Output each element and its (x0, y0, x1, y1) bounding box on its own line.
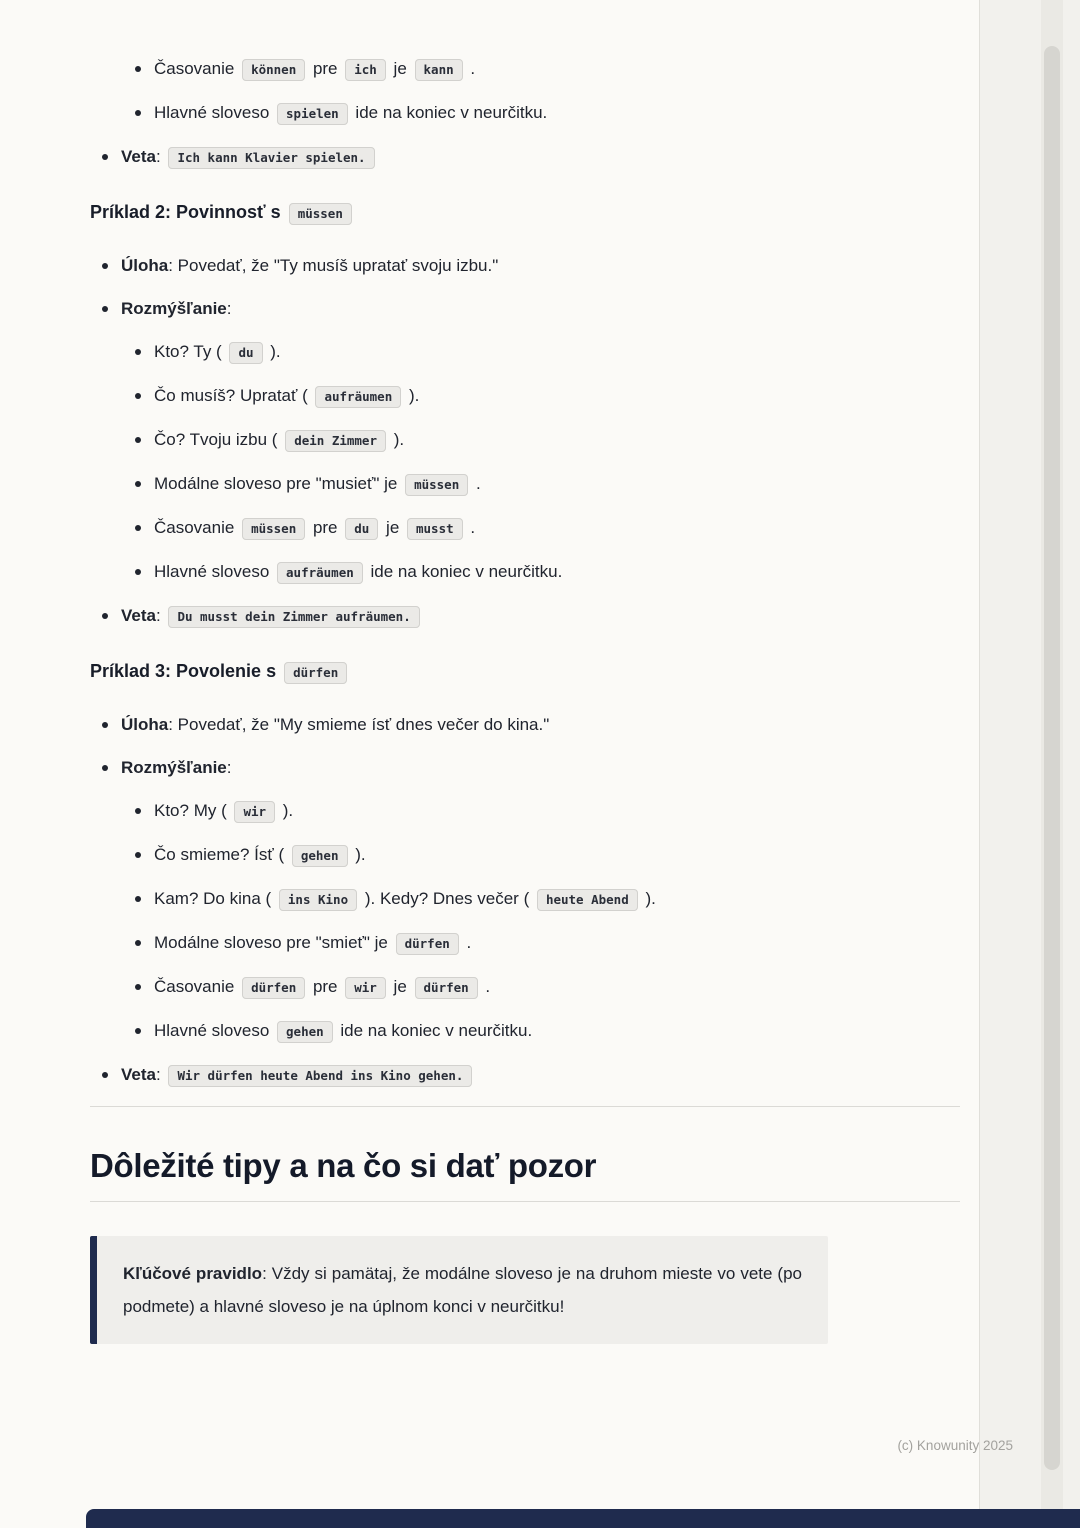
list-item-text (154, 798, 960, 825)
inline-code-badge: können (242, 59, 305, 81)
key-rule-callout (90, 1236, 828, 1344)
list-item (90, 253, 960, 279)
inline-code-badge: spielen (277, 103, 348, 125)
bullet-icon (102, 765, 108, 771)
inline-code-badge: müssen (289, 203, 352, 225)
bullet-icon (135, 940, 141, 946)
bullet-icon (135, 525, 141, 531)
text-segment: Modálne sloveso pre "musieť" je (154, 474, 403, 493)
inline-code-badge: ins Kino (279, 889, 357, 911)
bold-label: Rozmýšľanie (121, 299, 227, 318)
text-segment: : (226, 758, 232, 777)
text-segment: ide na koniec v neurčitku. (335, 1021, 533, 1040)
bold-label: Príklad 3: Povolenie s (90, 661, 282, 681)
inline-code-badge: wir (234, 801, 275, 823)
list-item (90, 886, 960, 913)
inline-code-badge: ich (345, 59, 386, 81)
text-segment: Kto? My ( (154, 801, 232, 820)
bold-label: Rozmýšľanie (121, 758, 227, 777)
bullet-icon (135, 66, 141, 72)
inline-code-badge: dürfen (284, 662, 347, 684)
bullet-icon (135, 110, 141, 116)
list-item (90, 1018, 960, 1045)
bold-label: Veta (121, 147, 156, 166)
inline-code-badge: müssen (405, 474, 468, 496)
list-item-text (121, 712, 960, 738)
list-item-text (154, 515, 960, 542)
text-segment: : (155, 147, 166, 166)
list-item-text (121, 253, 960, 279)
list-item (90, 842, 960, 869)
bullet-list (90, 56, 960, 171)
bullet-icon (102, 154, 108, 160)
bullet-icon (135, 984, 141, 990)
bottom-navy-bar (86, 1509, 1080, 1528)
list-item-text (121, 296, 960, 322)
inline-code-badge: gehen (277, 1021, 333, 1043)
text-segment: je (388, 977, 412, 996)
inline-code-badge: Du musst dein Zimmer aufräumen. (168, 606, 419, 628)
text-segment: ). (389, 430, 405, 449)
bold-label: Úloha (121, 256, 169, 275)
list-item-text (154, 100, 960, 127)
callout-text (123, 1257, 802, 1323)
section-title: Dôležité tipy a na čo si dať pozor (90, 1153, 960, 1202)
list-item (90, 974, 960, 1001)
text-segment: : Povedať, že "Ty musíš upratať svoju izbu." (168, 256, 499, 275)
list-item (90, 755, 960, 781)
bullet-icon (135, 393, 141, 399)
list-item-text (154, 1018, 960, 1045)
text-segment: Časovanie (154, 977, 240, 996)
right-margin-rail (979, 0, 1080, 1528)
list-item (90, 339, 960, 366)
list-item-text (154, 56, 960, 83)
bullet-icon (102, 263, 108, 269)
text-segment: pre (308, 59, 343, 78)
section-divider (90, 1106, 960, 1107)
inline-code-badge: musst (407, 518, 463, 540)
text-segment: Čo musíš? Upratať ( (154, 386, 313, 405)
bullet-icon (135, 896, 141, 902)
list-item-text (154, 339, 960, 366)
text-segment: Hlavné sloveso (154, 1021, 275, 1040)
text-segment: je (381, 518, 404, 537)
inline-code-badge: Wir dürfen heute Abend ins Kino gehen. (168, 1065, 472, 1087)
text-segment: ). (278, 801, 294, 820)
text-segment: ). (350, 845, 366, 864)
bold-label: Príklad 2: Povinnosť s (90, 202, 286, 222)
list-item (90, 798, 960, 825)
example-heading (90, 658, 960, 686)
text-segment: Hlavné sloveso (154, 103, 275, 122)
text-segment: ). (404, 386, 420, 405)
text-segment: Modálne sloveso pre "smieť" je (154, 933, 393, 952)
bullet-icon (135, 349, 141, 355)
inline-code-badge: müssen (242, 518, 305, 540)
text-segment: ). Kedy? Dnes večer ( (360, 889, 534, 908)
bullet-list (90, 253, 960, 630)
list-item-text (154, 471, 960, 498)
bullet-icon (102, 1072, 108, 1078)
text-segment: : Vždy si pamätaj, že modálne sloveso je na druhom mieste vo vete (po podmete) a hlavné sloveso je na úplnom konci v neurčitku! (123, 1264, 802, 1316)
list-item (90, 515, 960, 542)
bold-label: Veta (121, 606, 156, 625)
bold-label: Veta (121, 1065, 156, 1084)
text-segment: : (155, 1065, 166, 1084)
text-segment: Kam? Do kina ( (154, 889, 276, 908)
text-segment: . (465, 59, 476, 78)
bold-label: Úloha (121, 715, 169, 734)
scrollbar-thumb[interactable] (1044, 46, 1060, 1470)
document-blocks (90, 56, 960, 1344)
bullet-icon (102, 722, 108, 728)
inline-code-badge: aufräumen (277, 562, 363, 584)
list-item-text (154, 886, 960, 913)
inline-code-badge: dürfen (415, 977, 478, 999)
list-item-text (154, 974, 960, 1001)
list-item-text (121, 1062, 960, 1089)
bullet-icon (135, 852, 141, 858)
list-item-text (154, 383, 960, 410)
text-segment: Kto? Ty ( (154, 342, 227, 361)
list-item-text (154, 427, 960, 454)
list-item (90, 427, 960, 454)
bullet-icon (135, 1028, 141, 1034)
inline-code-badge: gehen (292, 845, 348, 867)
text-segment: Časovanie (154, 518, 240, 537)
list-item (90, 383, 960, 410)
bullet-icon (135, 437, 141, 443)
inline-code-badge: dein Zimmer (285, 430, 386, 452)
list-item (90, 712, 960, 738)
inline-code-badge: kann (415, 59, 463, 81)
list-item (90, 144, 960, 171)
text-segment: je (388, 59, 412, 78)
inline-code-badge: heute Abend (537, 889, 638, 911)
list-item (90, 296, 960, 322)
scrollbar-track[interactable] (1041, 0, 1063, 1528)
text-segment: Hlavné sloveso (154, 562, 275, 581)
list-item (90, 603, 960, 630)
inline-code-badge: du (345, 518, 378, 540)
text-segment: ). (640, 889, 656, 908)
bullet-icon (135, 569, 141, 575)
inline-code-badge: wir (345, 977, 386, 999)
list-item (90, 559, 960, 586)
copyright-credit: (c) Knowunity 2025 (897, 1438, 1013, 1453)
inline-code-badge: dürfen (396, 933, 459, 955)
list-item (90, 100, 960, 127)
text-segment: ide na koniec v neurčitku. (350, 103, 548, 122)
bullet-list (90, 712, 960, 1089)
text-segment: . (465, 518, 476, 537)
list-item (90, 930, 960, 957)
list-item (90, 56, 960, 83)
text-segment: pre (308, 977, 343, 996)
bold-label: Kľúčové pravidlo (123, 1264, 263, 1283)
list-item-text (121, 603, 960, 630)
list-item-text (121, 755, 960, 781)
text-segment: : (226, 299, 232, 318)
list-item (90, 1062, 960, 1089)
text-segment: . (480, 977, 491, 996)
list-item-text (154, 559, 960, 586)
bullet-icon (135, 481, 141, 487)
inline-code-badge: dürfen (242, 977, 305, 999)
document-content (90, 56, 960, 1344)
text-segment: pre (308, 518, 343, 537)
text-segment: Časovanie (154, 59, 240, 78)
text-segment: . (471, 474, 481, 493)
inline-code-badge: aufräumen (315, 386, 401, 408)
text-segment: . (461, 933, 472, 952)
list-item-text (121, 144, 960, 171)
text-segment: ). (265, 342, 281, 361)
text-segment: : (155, 606, 166, 625)
inline-code-badge: Ich kann Klavier spielen. (168, 147, 374, 169)
text-segment: Čo smieme? Ísť ( (154, 845, 289, 864)
text-segment: : Povedať, že "My smieme ísť dnes večer do kina." (168, 715, 550, 734)
bullet-icon (135, 808, 141, 814)
text-segment: Čo? Tvoju izbu ( (154, 430, 283, 449)
list-item-text (154, 930, 960, 957)
list-item-text (154, 842, 960, 869)
bullet-icon (102, 306, 108, 312)
example-heading (90, 199, 960, 227)
list-item (90, 471, 960, 498)
text-segment: ide na koniec v neurčitku. (365, 562, 563, 581)
bullet-icon (102, 613, 108, 619)
inline-code-badge: du (229, 342, 262, 364)
